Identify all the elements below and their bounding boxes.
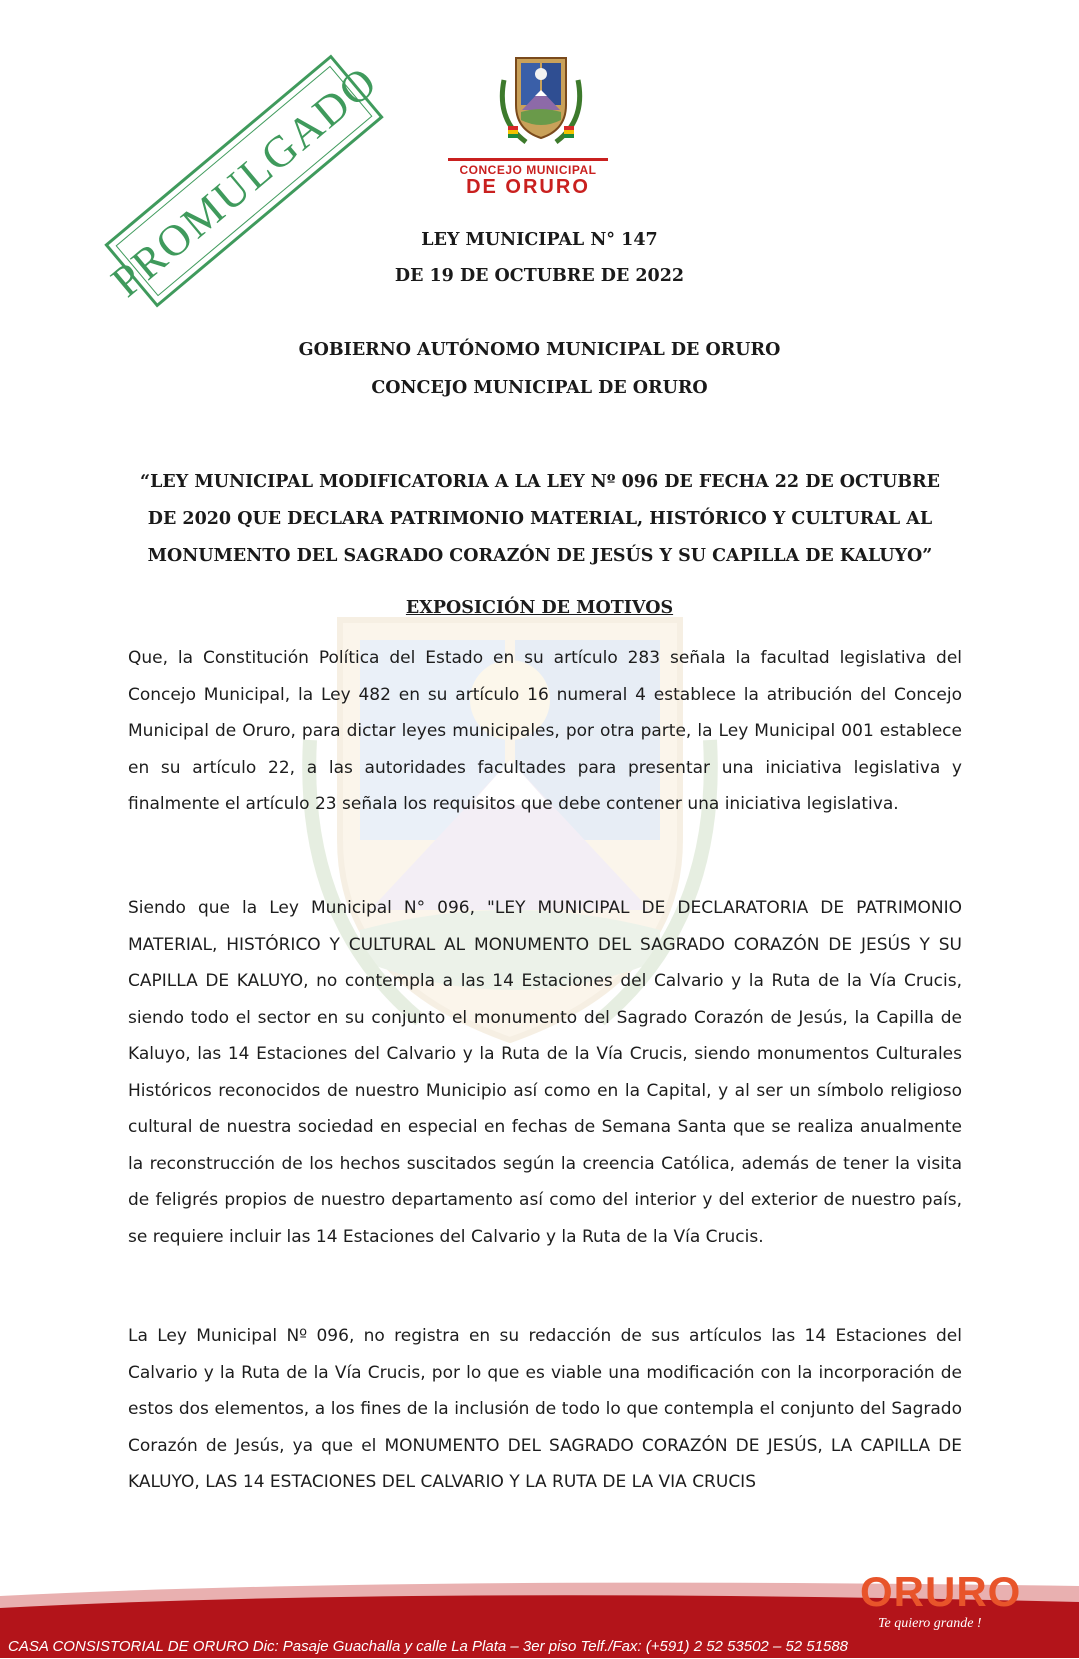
government-name: GOBIERNO AUTÓNOMO MUNICIPAL DE ORURO <box>298 340 781 360</box>
concejo-municipal-label <box>448 158 608 197</box>
paragraph-3: La Ley Municipal Nº 096, no registra en su redacción de sus artículos las 14 Estaciones del Calvario y la Ruta de la Vía Crucis, por lo que es viable una modificación con la incorporación de estos dos elementos, a los fines de la inclusión de todo lo que contempla el conjunto del Sagrado Corazón de Jesús, ya que el MONUMENTO DEL SAGRADO CORAZÓN DE JESÚS, LA CAPILLA DE KALUYO, LAS 14 ESTACIONES DEL CALVARIO Y LA RUTA DE LA VIA CRUCIS <box>128 1326 962 1492</box>
footer-address: CASA CONSISTORIAL DE ORURO Dic: Pasaje Guachalla y calle La Plata – 3er piso Telf./Fax: (+591) 2 52 53502 – 52 51588 <box>8 1638 849 1655</box>
law-number: LEY MUNICIPAL N° 147 <box>421 230 658 250</box>
oruro-logo: ORURO <box>860 1568 1022 1615</box>
council-name: CONCEJO MUNICIPAL DE ORURO <box>371 378 708 398</box>
concejo-line2: DE ORURO <box>466 176 590 198</box>
stamp-text: PROMULGADO <box>101 56 387 306</box>
section-heading: EXPOSICIÓN DE MOTIVOS <box>405 598 674 618</box>
law-title: “LEY MUNICIPAL MODIFICATORIA A LA LEY Nº 096 DE FECHA 22 DE OCTUBRE DE 2020 QUE DECLARA PATRIMONIO MATERIAL, HISTÓRICO Y CULTURAL AL MONUMENTO DEL SAGRADO CORAZÓN DE JESÚS Y SU CAPILLA DE KALUYO” <box>140 472 940 566</box>
concejo-line1: CONCEJO MUNICIPAL <box>448 158 608 177</box>
coat-of-arms-emblem-icon <box>486 50 596 150</box>
paragraph-2: Siendo que la Ley Municipal N° 096, "LEY MUNICIPAL DE DECLARATORIA DE PATRIMONIO MATERIAL, HISTÓRICO Y CULTURAL AL MONUMENTO DEL SAGRADO CORAZÓN DE JESÚS Y SU CAPILLA DE KALUYO, no contempla a las 14 Estaciones del Calvario y la Ruta de la Vía Crucis, siendo todo el sector en su conjunto el monumento del Sagrado Corazón de Jesús, la Capilla de Kaluyo, las 14 Estaciones del Calvario y la Ruta de la Vía Crucis, siendo monumentos Culturales Históricos reconocidos de nuestro Municipio así como en la Capital, y al ser un símbolo religioso cultural de nuestra sociedad en especial en fechas de Semana Santa que se realiza anualmente la reconstrucción de los hechos suscitados según la creencia Católica, además de tener la visita de feligrés propios de nuestro departamento así como del interior y del exterior de nuestro país, se requiere incluir las 14 Estaciones del Calvario y la Ruta de la Vía Crucis. <box>128 898 962 1247</box>
paragraph-1: Que, la Constitución Política del Estado en su artículo 283 señala la facultad legislativa del Concejo Municipal, la Ley 482 en su artículo 16 numeral 4 establece la atribución del Concejo Municipal de Oruro, para dictar leyes municipales, por otra parte, la Ley Municipal 001 establece en su artículo 22, a las autoridades facultades para presentar una iniciativa legislativa y finalmente el artículo 23 señala los requisitos que debe contener una iniciativa legislativa. <box>128 648 962 814</box>
law-date: DE 19 DE OCTUBRE DE 2022 <box>394 266 685 286</box>
oruro-slogan: Te quiero grande ! <box>878 1616 982 1631</box>
